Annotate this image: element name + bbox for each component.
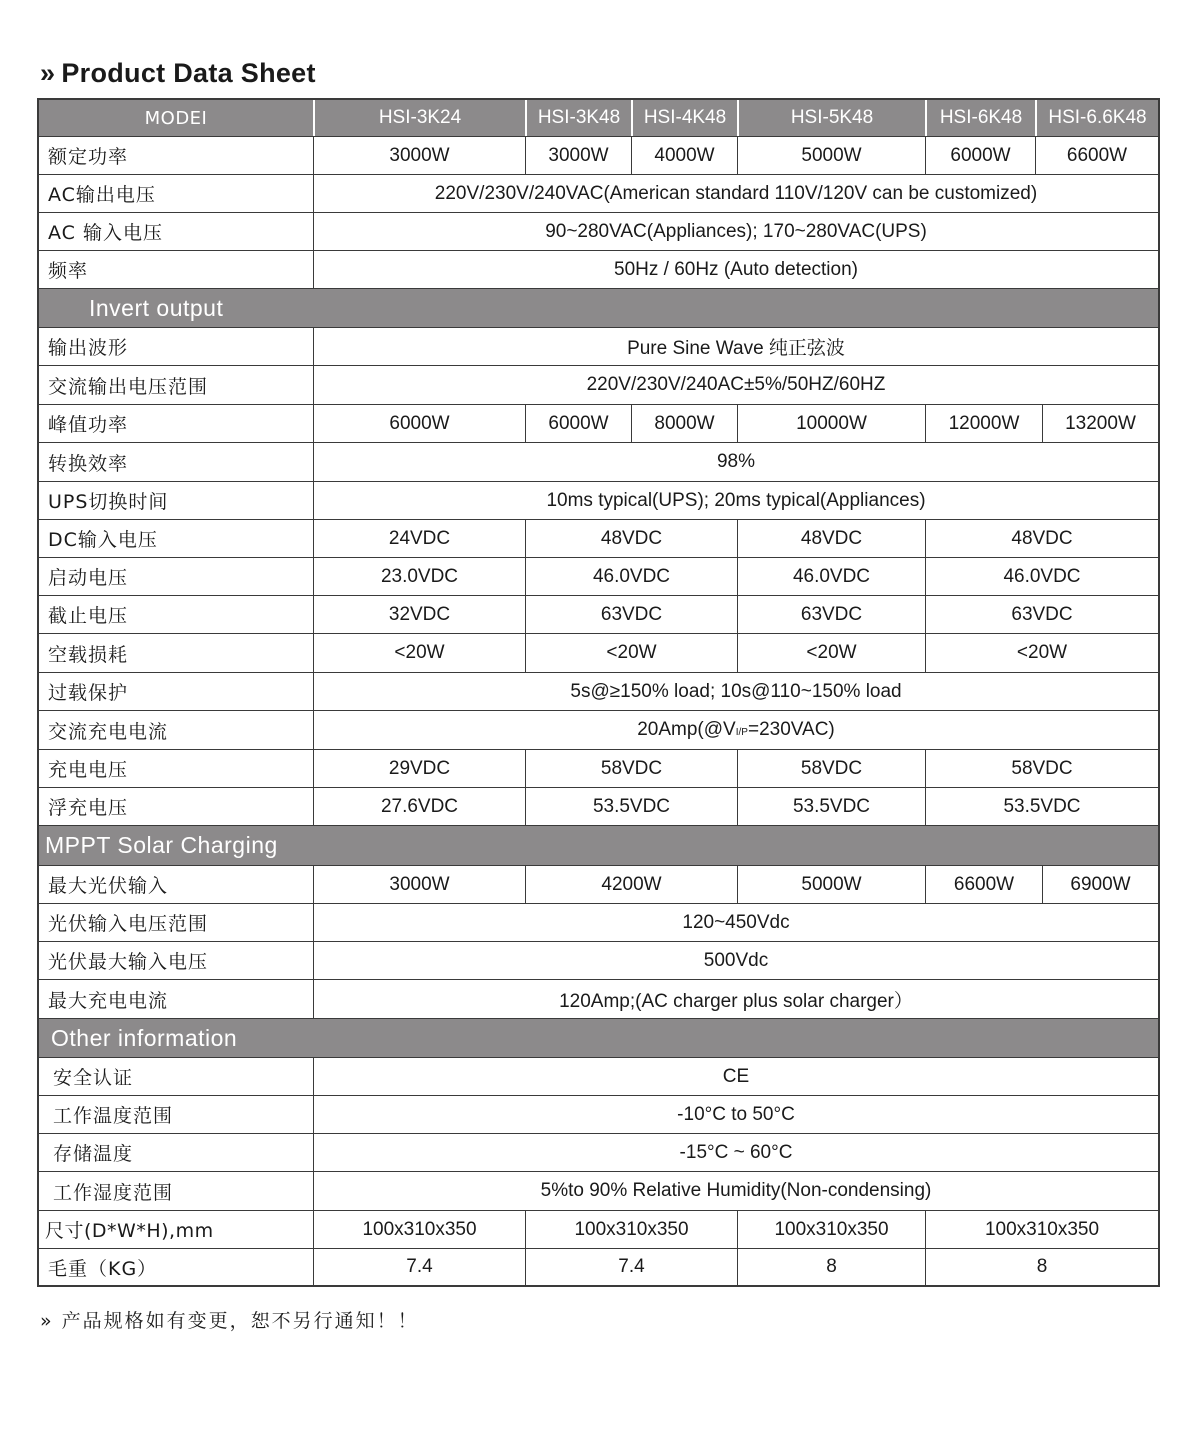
- value-cell: 53.5VDC: [925, 788, 1158, 825]
- value-cell: 63VDC: [525, 596, 737, 633]
- value-cell: 12000W: [925, 405, 1042, 442]
- section-invert-output: [39, 289, 1158, 328]
- value-cell: <20W: [737, 634, 925, 672]
- value-cell: 4200W: [525, 866, 737, 903]
- row-max-pv-input: [39, 866, 1158, 904]
- row-peak-power: [39, 405, 1158, 443]
- row-label: 最大充电电流: [48, 989, 169, 1012]
- value-cell: 53.5VDC: [737, 788, 925, 825]
- row-waveform: [39, 328, 1158, 366]
- row-label: AC输出电压: [48, 184, 156, 206]
- row-label: 启动电压: [48, 567, 129, 589]
- row-label: DC输入电压: [48, 529, 158, 551]
- value-cell: 100x310x350: [925, 1211, 1158, 1248]
- row-label: 交流输出电压范围: [48, 375, 209, 398]
- value-cell: 58VDC: [737, 750, 925, 787]
- row-certification: [39, 1058, 1158, 1096]
- value-cell: <20W: [925, 634, 1158, 672]
- row-float-voltage: [39, 788, 1158, 826]
- value-cell: 8: [925, 1249, 1158, 1285]
- value-cell: 63VDC: [737, 596, 925, 633]
- data-sheet-table: [37, 98, 1160, 1287]
- value-cell: 100x310x350: [525, 1211, 737, 1248]
- row-label: 毛重（KG）: [48, 1257, 158, 1280]
- value-text-post: =230VAC): [747, 719, 835, 740]
- value-cell: 3000W: [313, 866, 525, 903]
- value-cell: 3000W: [313, 137, 525, 174]
- row-pv-max-voltage: [39, 942, 1158, 980]
- value-cell: 29VDC: [313, 750, 525, 787]
- row-ac-output-range: [39, 366, 1158, 405]
- value-cell: -15°C ~ 60°C: [313, 1134, 1158, 1171]
- row-ups-transfer: [39, 482, 1158, 520]
- header-model-6: HSI-6.6K48: [1035, 100, 1158, 136]
- value-cell: 23.0VDC: [313, 558, 525, 595]
- value-cell: CE: [313, 1058, 1158, 1095]
- value-cell: 58VDC: [525, 750, 737, 787]
- row-pv-voltage-range: [39, 904, 1158, 942]
- row-startup-voltage: [39, 558, 1158, 596]
- header-model-4: HSI-5K48: [737, 100, 925, 136]
- header-model-2: HSI-3K48: [525, 100, 631, 136]
- value-cell: 220V/230V/240VAC(American standard 110V/120V can be customized): [313, 175, 1158, 212]
- section-title: Invert output: [89, 294, 224, 321]
- row-label: AC 输入电压: [48, 222, 163, 244]
- value-cell: [313, 711, 1158, 749]
- row-label: 过载保护: [48, 682, 129, 704]
- value-cell: 8: [737, 1249, 925, 1285]
- row-ac-input-voltage: [39, 213, 1158, 251]
- row-label: 转换效率: [48, 452, 129, 475]
- value-cell: 98%: [313, 443, 1158, 481]
- value-cell: 53.5VDC: [525, 788, 737, 825]
- row-label: 截止电压: [48, 605, 129, 627]
- row-label: 最大光伏输入: [48, 875, 169, 897]
- value-cell: 5%to 90% Relative Humidity(Non-condensing): [313, 1172, 1158, 1210]
- row-ac-charge-current: [39, 711, 1158, 750]
- value-cell: Pure Sine Wave 纯正弦波: [313, 328, 1158, 365]
- page-title: [40, 58, 316, 89]
- header-model-label: MODEI: [144, 107, 208, 129]
- row-label: 输出波形: [48, 337, 129, 359]
- row-label: 安全认证: [53, 1067, 134, 1089]
- section-title: Other information: [51, 1024, 238, 1051]
- header-model-1: HSI-3K24: [313, 100, 525, 136]
- row-dc-input: [39, 520, 1158, 558]
- row-label: 空载损耗: [48, 643, 129, 666]
- title-chevron-icon: »: [40, 58, 56, 88]
- row-label: 浮充电压: [48, 797, 129, 819]
- row-ac-output-voltage: [39, 175, 1158, 213]
- value-cell: 48VDC: [737, 520, 925, 557]
- value-cell: 120~450Vdc: [313, 904, 1158, 941]
- row-overload: [39, 673, 1158, 711]
- section-mppt-solar-charging: [39, 826, 1158, 866]
- row-label: 工作温度范围: [53, 1105, 174, 1127]
- value-cell: 5000W: [737, 866, 925, 903]
- value-cell: <20W: [525, 634, 737, 672]
- value-cell: 46.0VDC: [737, 558, 925, 595]
- value-cell: 46.0VDC: [525, 558, 737, 595]
- row-gross-weight: [39, 1249, 1158, 1285]
- value-cell: 8000W: [631, 405, 737, 442]
- value-cell: 90~280VAC(Appliances); 170~280VAC(UPS): [313, 213, 1158, 250]
- row-frequency: [39, 251, 1158, 289]
- row-rated-power: [39, 137, 1158, 175]
- value-cell: 100x310x350: [313, 1211, 525, 1248]
- value-cell: 3000W: [525, 137, 631, 174]
- value-cell: 4000W: [631, 137, 737, 174]
- row-no-load-loss: [39, 634, 1158, 673]
- row-label: 工作湿度范围: [53, 1181, 174, 1204]
- row-dimensions: [39, 1211, 1158, 1249]
- value-cell: 100x310x350: [737, 1211, 925, 1248]
- value-cell: 6000W: [525, 405, 631, 442]
- footnote: » 产品规格如有变更，恕不另行通知！！: [40, 1310, 419, 1332]
- value-cell: <20W: [313, 634, 525, 672]
- row-label: 光伏最大输入电压: [48, 951, 209, 973]
- row-efficiency: [39, 443, 1158, 482]
- value-cell: 48VDC: [925, 520, 1158, 557]
- value-cell: 27.6VDC: [313, 788, 525, 825]
- value-cell: -10°C to 50°C: [313, 1096, 1158, 1133]
- value-cell: 10ms typical(UPS); 20ms typical(Appliances): [313, 482, 1158, 519]
- value-cell: 10000W: [737, 405, 925, 442]
- value-cell: 32VDC: [313, 596, 525, 633]
- row-label: UPS切换时间: [48, 491, 169, 513]
- row-label: 交流充电电流: [48, 720, 169, 743]
- value-cell: 48VDC: [525, 520, 737, 557]
- row-humidity: [39, 1172, 1158, 1211]
- value-subscript: I/P: [735, 726, 748, 738]
- value-cell: 7.4: [313, 1249, 525, 1285]
- header-model-3: HSI-4K48: [631, 100, 737, 136]
- row-operating-temp: [39, 1096, 1158, 1134]
- value-cell: 6600W: [1035, 137, 1158, 174]
- row-label: 充电电压: [48, 759, 129, 781]
- row-label: 尺寸(D*W*H),mm: [45, 1220, 214, 1242]
- row-label: 额定功率: [48, 146, 129, 168]
- header-model-5: HSI-6K48: [925, 100, 1035, 136]
- value-cell: 6900W: [1042, 866, 1158, 903]
- value-text-pre: 20Amp(@V: [637, 719, 736, 740]
- row-label: 峰值功率: [48, 414, 129, 436]
- row-label: 频率: [48, 260, 89, 282]
- row-cutoff-voltage: [39, 596, 1158, 634]
- value-cell: 500Vdc: [313, 942, 1158, 979]
- row-max-charge-current: [39, 980, 1158, 1019]
- section-other-information: [39, 1019, 1158, 1058]
- section-title: MPPT Solar Charging: [45, 832, 278, 858]
- value-cell: 6000W: [925, 137, 1035, 174]
- row-charge-voltage: [39, 750, 1158, 788]
- row-storage-temp: [39, 1134, 1158, 1172]
- value-cell: 50Hz / 60Hz (Auto detection): [313, 251, 1158, 288]
- value-cell: 63VDC: [925, 596, 1158, 633]
- value-cell: 58VDC: [925, 750, 1158, 787]
- row-label: 存储温度: [53, 1143, 134, 1165]
- value-cell: 5000W: [737, 137, 925, 174]
- title-text: Product Data Sheet: [61, 58, 316, 88]
- value-cell: 13200W: [1042, 405, 1158, 442]
- value-cell: 220V/230V/240AC±5%/50HZ/60HZ: [313, 366, 1158, 404]
- value-cell: 46.0VDC: [925, 558, 1158, 595]
- value-cell: 120Amp;(AC charger plus solar charger）: [313, 980, 1158, 1018]
- value-cell: 24VDC: [313, 520, 525, 557]
- value-cell: 6600W: [925, 866, 1042, 903]
- row-label: 光伏输入电压范围: [48, 913, 209, 935]
- value-cell: 5s@≥150% load; 10s@110~150% load: [313, 673, 1158, 710]
- value-cell: 6000W: [313, 405, 525, 442]
- header-row: [39, 100, 1158, 137]
- value-cell: 7.4: [525, 1249, 737, 1285]
